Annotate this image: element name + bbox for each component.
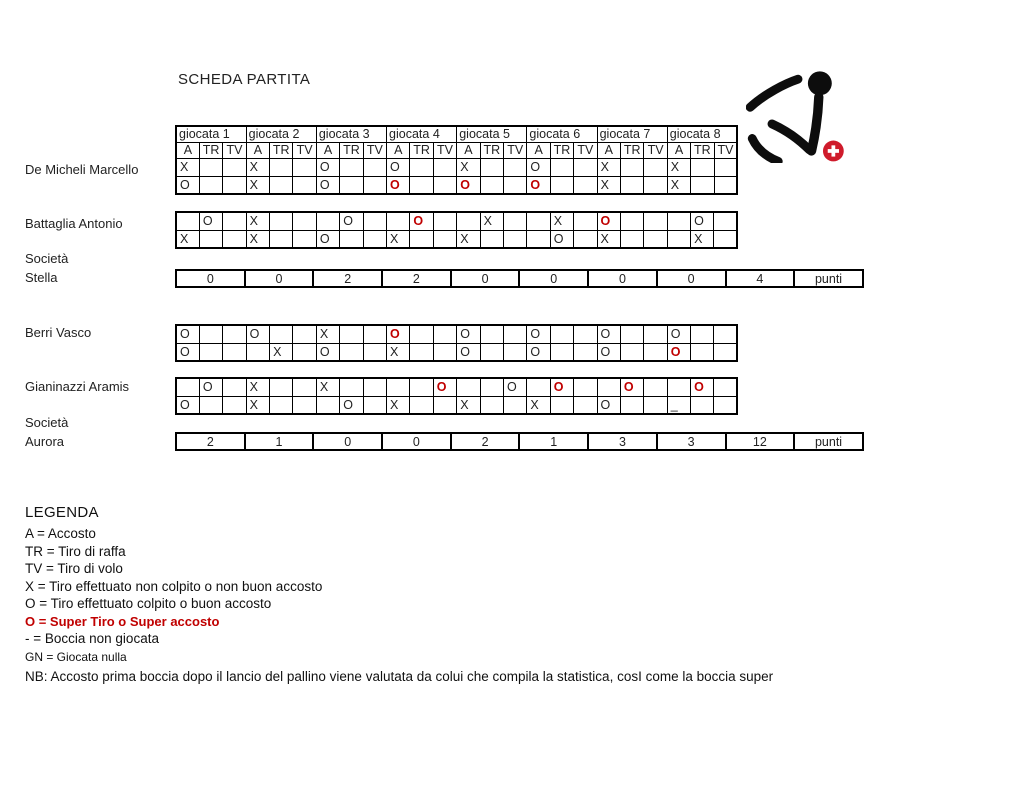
mark-cell xyxy=(621,158,644,176)
team-name-aurora: Aurora xyxy=(25,434,65,449)
mark-cell: X xyxy=(246,378,269,396)
mark-cell xyxy=(480,396,503,414)
bocce-player-icon xyxy=(746,63,850,163)
mark-cell: O xyxy=(457,176,480,194)
mark-cell xyxy=(644,158,667,176)
player-name-battaglia: Battaglia Antonio xyxy=(25,216,123,231)
mark-cell: X xyxy=(246,396,269,414)
mark-cell xyxy=(480,343,503,361)
mark-row xyxy=(176,343,737,361)
mark-cell xyxy=(270,325,293,343)
giocata-header-cell: giocata 3 xyxy=(316,126,386,142)
mark-cell xyxy=(620,325,643,343)
shot-type-header-cell: A xyxy=(387,142,410,158)
shot-type-header-cell: A xyxy=(246,142,269,158)
shot-type-header-cell: TR xyxy=(621,142,644,158)
mark-cell xyxy=(714,212,737,230)
mark-cell xyxy=(714,325,737,343)
mark-cell: O xyxy=(620,378,643,396)
mark-cell: O xyxy=(316,176,339,194)
mark-cell: O xyxy=(550,230,573,248)
shot-type-header-cell: TV xyxy=(223,142,246,158)
mark-cell: O xyxy=(340,396,363,414)
mark-cell xyxy=(199,325,222,343)
mark-cell: X xyxy=(176,230,199,248)
mark-cell xyxy=(176,378,199,396)
mark-cell: X xyxy=(270,343,293,361)
shot-type-header-cell: TR xyxy=(480,142,503,158)
mark-cell: X xyxy=(457,230,480,248)
mark-cell xyxy=(293,325,316,343)
grid-battaglia-table xyxy=(175,211,738,249)
shot-type-header-cell: A xyxy=(316,142,339,158)
mark-cell xyxy=(714,343,737,361)
mark-cell: _ xyxy=(667,396,690,414)
shot-type-header-cell: TR xyxy=(410,142,433,158)
mark-cell: O xyxy=(387,158,410,176)
mark-cell xyxy=(199,396,222,414)
player-name-de-micheli: De Micheli Marcello xyxy=(25,162,139,177)
mark-cell xyxy=(223,343,246,361)
mark-cell xyxy=(480,158,503,176)
player-name-berri: Berri Vasco xyxy=(25,325,92,340)
mark-cell xyxy=(644,396,667,414)
mark-cell xyxy=(363,325,386,343)
mark-cell xyxy=(714,378,737,396)
mark-cell: O xyxy=(527,176,550,194)
mark-cell: O xyxy=(176,343,199,361)
mark-cell xyxy=(293,230,316,248)
mark-cell: O xyxy=(176,325,199,343)
mark-cell xyxy=(527,212,550,230)
mark-cell xyxy=(340,343,363,361)
mark-cell xyxy=(199,230,222,248)
shot-type-header-cell: TR xyxy=(691,142,714,158)
punti-cell: 12 xyxy=(726,433,795,450)
page-title: SCHEDA PARTITA xyxy=(178,71,311,88)
giocata-header-row xyxy=(176,126,737,142)
mark-cell: X xyxy=(176,158,199,176)
mark-cell: O xyxy=(550,378,573,396)
mark-cell xyxy=(574,378,597,396)
mark-cell xyxy=(644,212,667,230)
mark-cell xyxy=(363,158,386,176)
mark-cell xyxy=(714,158,737,176)
mark-row xyxy=(176,325,737,343)
mark-cell xyxy=(223,158,246,176)
mark-cell xyxy=(433,212,456,230)
legend-item-x: X = Tiro effettuato non colpito o non buon accosto xyxy=(25,578,323,594)
giocata-header-cell: giocata 7 xyxy=(597,126,667,142)
mark-cell xyxy=(433,230,456,248)
mark-cell xyxy=(550,343,573,361)
mark-cell xyxy=(691,325,714,343)
punti-cell: 0 xyxy=(588,270,657,287)
legend-item-gn: GN = Giocata nulla xyxy=(25,650,127,664)
mark-cell: X xyxy=(316,325,339,343)
punti-stella-table xyxy=(175,269,864,288)
mark-cell: X xyxy=(316,378,339,396)
mark-cell xyxy=(457,212,480,230)
mark-cell xyxy=(340,158,363,176)
mark-cell: O xyxy=(387,325,410,343)
shot-type-header-cell: TR xyxy=(199,142,222,158)
mark-cell xyxy=(199,176,222,194)
mark-cell xyxy=(410,230,433,248)
score-grid-gianinazzi xyxy=(175,377,738,415)
mark-cell xyxy=(316,212,339,230)
player-name-gianinazzi: Gianinazzi Aramis xyxy=(25,379,130,394)
mark-cell: O xyxy=(527,343,550,361)
mark-cell xyxy=(433,158,456,176)
mark-cell: X xyxy=(597,230,620,248)
mark-cell: O xyxy=(597,343,620,361)
mark-cell xyxy=(644,325,667,343)
mark-cell xyxy=(223,176,246,194)
mark-cell xyxy=(574,343,597,361)
mark-cell xyxy=(620,212,643,230)
mark-cell xyxy=(316,396,339,414)
mark-cell xyxy=(574,176,597,194)
punti-cell: 3 xyxy=(588,433,657,450)
mark-cell: O xyxy=(176,176,199,194)
mark-cell xyxy=(527,230,550,248)
mark-cell xyxy=(714,176,737,194)
score-grid-battaglia xyxy=(175,211,738,249)
mark-cell: O xyxy=(597,325,620,343)
mark-cell xyxy=(176,212,199,230)
mark-cell: X xyxy=(387,343,410,361)
punti-cell: 0 xyxy=(451,270,520,287)
punti-aurora-table xyxy=(175,432,864,451)
mark-cell: O xyxy=(199,378,222,396)
mark-cell xyxy=(223,325,246,343)
giocata-header-cell: giocata 6 xyxy=(527,126,597,142)
mark-cell: O xyxy=(387,176,410,194)
mark-cell: X xyxy=(667,158,690,176)
punti-cell: 0 xyxy=(382,433,451,450)
mark-cell xyxy=(199,158,222,176)
mark-cell xyxy=(574,158,597,176)
shot-type-header-cell: TR xyxy=(340,142,363,158)
mark-cell xyxy=(550,396,573,414)
mark-cell: X xyxy=(667,176,690,194)
mark-cell xyxy=(410,343,433,361)
shot-type-header-cell: TV xyxy=(293,142,316,158)
mark-cell: X xyxy=(246,212,269,230)
mark-cell xyxy=(246,343,269,361)
punti-cell: 0 xyxy=(657,270,726,287)
legend-title: LEGENDA xyxy=(25,504,99,521)
punti-cell: 2 xyxy=(451,433,520,450)
mark-cell xyxy=(270,378,293,396)
mark-cell: O xyxy=(667,325,690,343)
punti-row-stella xyxy=(175,269,864,288)
mark-cell xyxy=(387,212,410,230)
mark-cell xyxy=(293,212,316,230)
mark-row xyxy=(176,230,737,248)
mark-cell xyxy=(223,212,246,230)
legend-item-super: O = Super Tiro o Super accosto xyxy=(25,613,220,629)
shot-type-header-cell: A xyxy=(667,142,690,158)
shot-type-header-cell: A xyxy=(597,142,620,158)
mark-cell xyxy=(667,378,690,396)
mark-cell xyxy=(691,343,714,361)
mark-cell xyxy=(363,230,386,248)
mark-cell xyxy=(644,378,667,396)
shot-type-header-cell: TV xyxy=(644,142,667,158)
mark-cell xyxy=(223,396,246,414)
mark-cell: X xyxy=(691,230,714,248)
mark-cell: X xyxy=(597,176,620,194)
mark-cell: O xyxy=(199,212,222,230)
team-name-stella: Stella xyxy=(25,270,58,285)
grid-berri-table xyxy=(175,324,738,362)
mark-cell xyxy=(504,158,527,176)
mark-cell xyxy=(223,378,246,396)
mark-cell xyxy=(270,212,293,230)
shot-type-header-cell: TR xyxy=(550,142,573,158)
punti-cell: 1 xyxy=(245,433,314,450)
shot-type-header-cell: A xyxy=(457,142,480,158)
mark-cell: O xyxy=(691,378,714,396)
grid-demicheli-table xyxy=(175,125,738,195)
punti-cell: punti xyxy=(794,270,863,287)
mark-cell xyxy=(340,325,363,343)
mark-row xyxy=(176,176,737,194)
mark-cell xyxy=(410,325,433,343)
mark-cell xyxy=(574,325,597,343)
shot-type-header-cell: A xyxy=(176,142,199,158)
legend-item-dash: - = Boccia non giocata xyxy=(25,630,159,646)
mark-cell xyxy=(387,378,410,396)
mark-cell xyxy=(199,343,222,361)
mark-cell: O xyxy=(457,343,480,361)
mark-cell xyxy=(691,396,714,414)
punti-cell: 1 xyxy=(519,433,588,450)
shot-type-header-cell: TV xyxy=(504,142,527,158)
mark-cell xyxy=(270,396,293,414)
mark-cell: O xyxy=(246,325,269,343)
mark-cell xyxy=(363,378,386,396)
mark-cell xyxy=(433,343,456,361)
shot-type-header-cell: TV xyxy=(363,142,386,158)
shot-type-header-cell: TV xyxy=(574,142,597,158)
score-grid-de-micheli xyxy=(175,125,738,195)
bocce-player-logo xyxy=(746,63,850,163)
score-grid-berri xyxy=(175,324,738,362)
mark-cell xyxy=(667,212,690,230)
punti-cell: 0 xyxy=(519,270,588,287)
mark-cell xyxy=(363,396,386,414)
mark-cell: O xyxy=(176,396,199,414)
mark-cell xyxy=(620,396,643,414)
mark-row xyxy=(176,396,737,414)
mark-row xyxy=(176,212,737,230)
mark-cell: X xyxy=(387,230,410,248)
shot-type-header-cell: TV xyxy=(714,142,737,158)
mark-cell xyxy=(620,230,643,248)
punti-cell: 2 xyxy=(313,270,382,287)
punti-cell: 0 xyxy=(176,270,245,287)
mark-cell: X xyxy=(246,176,269,194)
mark-cell: O xyxy=(340,212,363,230)
punti-cell: 3 xyxy=(657,433,726,450)
shot-type-header-cell: A xyxy=(527,142,550,158)
shot-type-header-row xyxy=(176,142,737,158)
mark-cell xyxy=(293,378,316,396)
mark-cell xyxy=(503,325,526,343)
mark-cell xyxy=(550,325,573,343)
mark-row xyxy=(176,158,737,176)
mark-row xyxy=(176,378,737,396)
mark-cell: O xyxy=(457,325,480,343)
mark-cell: X xyxy=(457,158,480,176)
mark-cell xyxy=(503,396,526,414)
societa-label-stella: Società xyxy=(25,251,69,266)
mark-cell: O xyxy=(691,212,714,230)
mark-cell: O xyxy=(316,230,339,248)
mark-cell xyxy=(620,343,643,361)
mark-cell xyxy=(527,378,550,396)
mark-cell: X xyxy=(550,212,573,230)
mark-cell xyxy=(644,230,667,248)
mark-cell xyxy=(340,378,363,396)
punti-cell: 4 xyxy=(726,270,795,287)
giocata-header-cell: giocata 5 xyxy=(457,126,527,142)
punti-cell: 2 xyxy=(176,433,245,450)
mark-cell xyxy=(363,212,386,230)
mark-cell xyxy=(293,343,316,361)
mark-cell: O xyxy=(503,378,526,396)
mark-cell xyxy=(504,176,527,194)
mark-cell xyxy=(667,230,690,248)
legend xyxy=(25,504,945,686)
mark-cell xyxy=(714,396,737,414)
mark-cell xyxy=(574,212,597,230)
legend-item-a: A = Accosto xyxy=(25,526,96,541)
mark-cell: X xyxy=(527,396,550,414)
mark-cell xyxy=(644,176,667,194)
mark-cell: O xyxy=(597,212,620,230)
mark-cell: X xyxy=(480,212,503,230)
mark-cell xyxy=(714,230,737,248)
punti-cell: 0 xyxy=(313,433,382,450)
mark-cell: O xyxy=(527,158,550,176)
mark-cell xyxy=(410,396,433,414)
mark-cell xyxy=(574,396,597,414)
mark-cell xyxy=(363,176,386,194)
punti-cell: 0 xyxy=(245,270,314,287)
mark-cell xyxy=(293,158,316,176)
punti-cell: 2 xyxy=(382,270,451,287)
giocata-header-cell: giocata 2 xyxy=(246,126,316,142)
punti-row-aurora xyxy=(175,432,864,451)
mark-cell xyxy=(270,158,293,176)
giocata-header-cell: giocata 8 xyxy=(667,126,737,142)
grid-gianinazzi-table xyxy=(175,377,738,415)
mark-cell xyxy=(574,230,597,248)
mark-cell xyxy=(433,396,456,414)
mark-cell: X xyxy=(597,158,620,176)
mark-cell xyxy=(270,230,293,248)
mark-cell xyxy=(480,325,503,343)
punti-row xyxy=(176,433,863,450)
legend-item-o: O = Tiro effettuato colpito o buon accosto xyxy=(25,596,272,611)
mark-cell xyxy=(340,230,363,248)
mark-cell xyxy=(363,343,386,361)
mark-cell xyxy=(340,176,363,194)
mark-cell xyxy=(480,176,503,194)
giocata-header-cell: giocata 1 xyxy=(176,126,246,142)
mark-cell xyxy=(410,176,433,194)
legend-item-tv: TV = Tiro di volo xyxy=(25,561,123,576)
mark-cell: O xyxy=(597,396,620,414)
mark-cell xyxy=(503,230,526,248)
mark-cell xyxy=(480,378,503,396)
mark-cell: O xyxy=(316,343,339,361)
punti-row xyxy=(176,270,863,287)
mark-cell: O xyxy=(410,212,433,230)
mark-cell xyxy=(503,343,526,361)
mark-cell xyxy=(644,343,667,361)
mark-cell xyxy=(433,325,456,343)
mark-cell xyxy=(457,378,480,396)
mark-cell xyxy=(691,176,714,194)
mark-cell: X xyxy=(457,396,480,414)
mark-cell: X xyxy=(246,158,269,176)
mark-cell xyxy=(480,230,503,248)
mark-cell xyxy=(691,158,714,176)
mark-cell xyxy=(550,158,573,176)
mark-cell xyxy=(293,396,316,414)
mark-cell xyxy=(503,212,526,230)
mark-cell: O xyxy=(667,343,690,361)
mark-cell: X xyxy=(246,230,269,248)
mark-cell: X xyxy=(387,396,410,414)
mark-cell: O xyxy=(527,325,550,343)
mark-cell: O xyxy=(433,378,456,396)
punti-cell: punti xyxy=(794,433,863,450)
mark-cell xyxy=(270,176,293,194)
shot-type-header-cell: TV xyxy=(433,142,456,158)
shot-type-header-cell: TR xyxy=(270,142,293,158)
mark-cell: O xyxy=(316,158,339,176)
mark-cell xyxy=(223,230,246,248)
societa-label-aurora: Società xyxy=(25,415,69,430)
legend-note: NB: Accosto prima boccia dopo il lancio del pallino viene valutata da colui che compila la statistica, cosI come la boccia super xyxy=(25,669,774,684)
mark-cell xyxy=(433,176,456,194)
mark-cell xyxy=(410,158,433,176)
mark-cell xyxy=(621,176,644,194)
mark-cell xyxy=(410,378,433,396)
mark-cell xyxy=(597,378,620,396)
mark-cell xyxy=(550,176,573,194)
giocata-header-cell: giocata 4 xyxy=(387,126,457,142)
mark-cell xyxy=(293,176,316,194)
legend-item-tr: TR = Tiro di raffa xyxy=(25,543,126,559)
